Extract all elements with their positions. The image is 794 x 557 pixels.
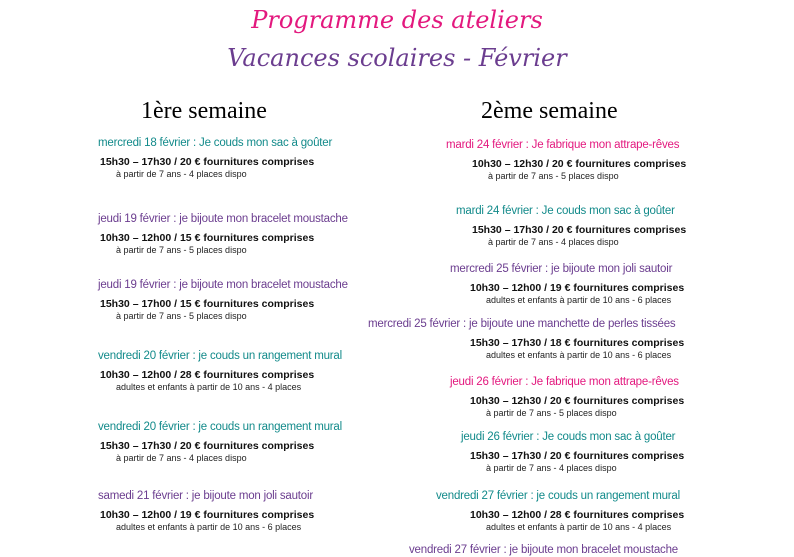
workshop-time-price: 15h30 – 17h30 / 20 € fournitures comprises (100, 156, 315, 168)
workshop-time-price: 10h30 – 12h00 / 19 € fournitures comprises (470, 282, 685, 294)
workshop-heading: mercredi 25 février : je bijoute mon joli sautoir (450, 263, 673, 275)
workshop-entry (436, 490, 684, 532)
workshop-places: à partir de 7 ans - 5 places dispo (116, 311, 247, 321)
workshop-heading: jeudi 19 février : je bijoute mon bracelet moustache (98, 213, 348, 225)
workshop-places: à partir de 7 ans - 4 places dispo (116, 453, 247, 463)
workshop-time-price: 10h30 – 12h30 / 20 € fournitures comprises (472, 158, 687, 170)
workshop-heading: mercredi 25 février : je bijoute une manchette de perles tissées (368, 318, 676, 330)
workshop-entry (456, 205, 686, 247)
workshop-places: à partir de 7 ans - 4 places dispo (488, 237, 619, 247)
workshop-places: à partir de 7 ans - 5 places dispo (488, 171, 619, 181)
workshop-places: adultes et enfants à partir de 10 ans - 6 places (486, 295, 672, 305)
workshop-entry (461, 431, 684, 473)
workshop-entry (98, 279, 348, 321)
workshop-entry (446, 139, 686, 181)
workshop-heading: vendredi 20 février : je couds un rangement mural (98, 421, 342, 433)
workshop-entry (98, 350, 342, 392)
workshop-heading: mercredi 18 février : Je couds mon sac à goûter (98, 137, 333, 149)
workshop-heading: jeudi 26 février : Je fabrique mon attrape-rêves (450, 376, 679, 388)
workshop-places: adultes et enfants à partir de 10 ans - 4 places (116, 382, 302, 392)
workshop-entry (450, 263, 684, 305)
workshop-entry (98, 421, 342, 463)
workshop-places: adultes et enfants à partir de 10 ans - 4 places (486, 522, 672, 532)
workshop-time-price: 15h30 – 17h00 / 15 € fournitures comprises (100, 298, 315, 310)
workshop-time-price: 15h30 – 17h30 / 20 € fournitures comprises (472, 224, 687, 236)
workshop-entry (450, 376, 684, 418)
workshop-heading: jeudi 26 février : Je couds mon sac à goûter (461, 431, 676, 443)
workshop-places: à partir de 7 ans - 5 places dispo (116, 245, 247, 255)
week-2-heading: 2ème semaine (481, 98, 618, 124)
page-subtitle: Vacances scolaires - Février (227, 44, 567, 72)
workshop-time-price: 10h30 – 12h00 / 28 € fournitures comprises (100, 369, 315, 381)
workshop-places: à partir de 7 ans - 4 places dispo (116, 169, 247, 179)
workshop-time-price: 15h30 – 17h30 / 20 € fournitures comprises (470, 450, 685, 462)
workshop-time-price: 10h30 – 12h00 / 28 € fournitures comprises (470, 509, 685, 521)
workshop-time-price: 15h30 – 17h30 / 20 € fournitures comprises (100, 440, 315, 452)
workshop-entry (409, 544, 678, 556)
page-title: Programme des ateliers (251, 6, 543, 34)
workshop-entry (98, 213, 348, 255)
workshop-heading: mardi 24 février : Je fabrique mon attrape-rêves (446, 139, 680, 151)
workshop-heading: jeudi 19 février : je bijoute mon bracelet moustache (98, 279, 348, 291)
workshop-places: à partir de 7 ans - 4 places dispo (486, 463, 617, 473)
workshop-places: adultes et enfants à partir de 10 ans - 6 places (486, 350, 672, 360)
workshop-heading: samedi 21 février : je bijoute mon joli sautoir (98, 490, 313, 502)
workshop-heading: vendredi 27 février : je couds un rangement mural (436, 490, 680, 502)
workshop-entry (98, 137, 332, 179)
workshop-heading: mardi 24 février : Je couds mon sac à goûter (456, 205, 675, 217)
workshop-entry (368, 318, 684, 360)
workshop-places: adultes et enfants à partir de 10 ans - 6 places (116, 522, 302, 532)
workshop-heading: vendredi 27 février : je bijoute mon bracelet moustache (409, 544, 678, 556)
workshop-entry (98, 490, 314, 532)
workshop-time-price: 15h30 – 17h30 / 18 € fournitures comprises (470, 337, 685, 349)
workshop-time-price: 10h30 – 12h00 / 15 € fournitures comprises (100, 232, 315, 244)
workshop-places: à partir de 7 ans - 5 places dispo (486, 408, 617, 418)
workshop-time-price: 10h30 – 12h00 / 19 € fournitures comprises (100, 509, 315, 521)
workshop-heading: vendredi 20 février : je couds un rangement mural (98, 350, 342, 362)
week-1-heading: 1ère semaine (141, 98, 267, 124)
workshop-time-price: 10h30 – 12h30 / 20 € fournitures comprises (470, 395, 685, 407)
